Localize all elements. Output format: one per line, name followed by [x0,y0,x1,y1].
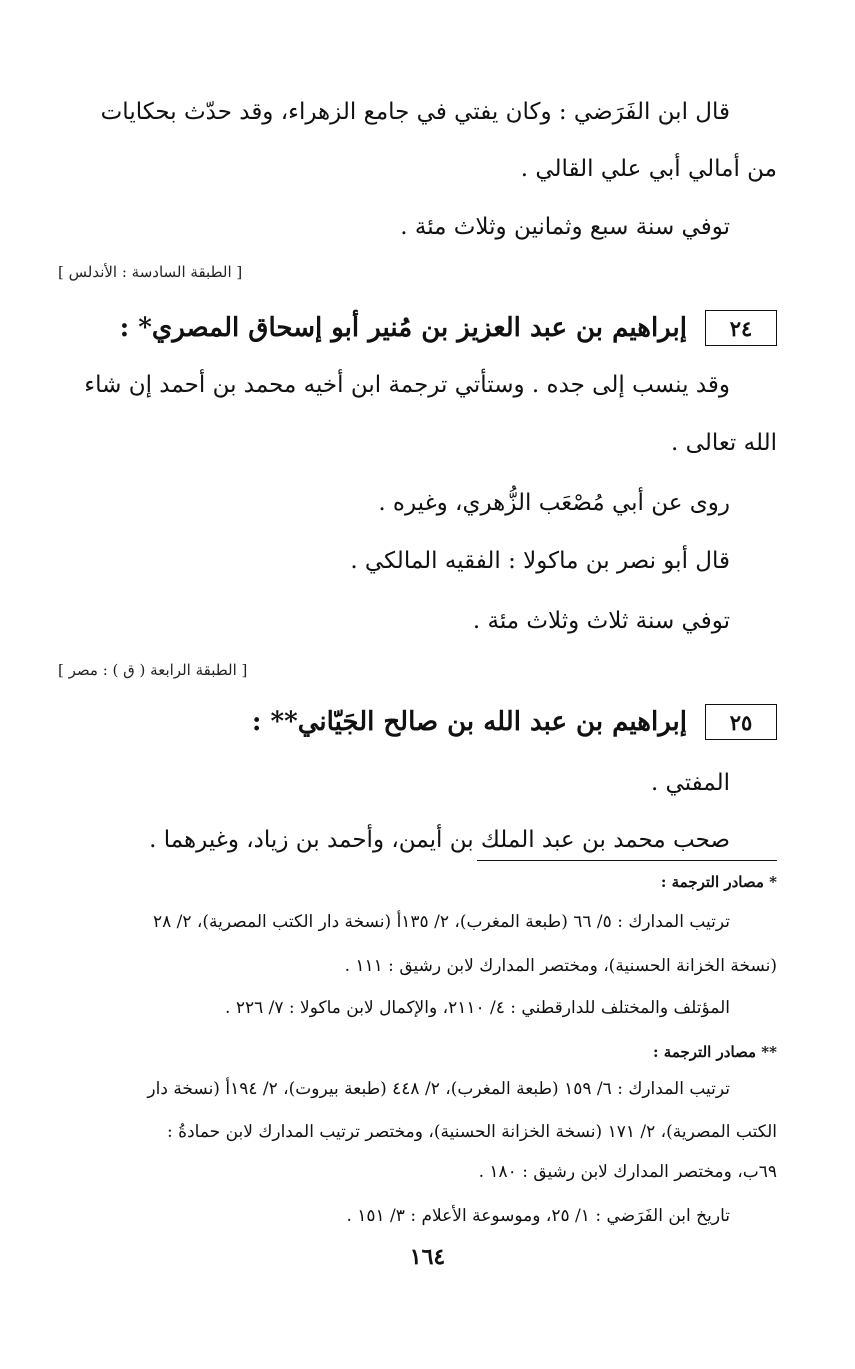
entry-header [78,308,777,352]
entry-title: إبراهيم بن عبد الله بن صالح الجَيّاني** : [251,707,687,737]
paragraph-line: وقد ينسب إلى جده . وستأتي ترجمة ابن أخيه محمد بن أحمد إن شاء [84,372,730,398]
footnote-line: ترتيب المدارك : ٦/ ١٥٩ (طبعة المغرب)، ٢/ ٤٤٨ (طبعة بيروت)، ٢/ ١٩٤أ (نسخة دار [147,1079,730,1099]
tabaqa-tag: [ الطبقة السادسة : الأندلس ] [58,263,243,281]
entry-title: إبراهيم بن عبد العزيز بن مُنير أبو إسحاق المصري* : [119,313,687,343]
paragraph-line: المفتي . [650,770,730,796]
paragraph-line: من أمالي أبي علي القالي . [520,156,777,182]
page-number: ١٦٤ [409,1244,446,1270]
footnote-line: تاريخ ابن الفَرَضي : ١/ ٢٥، وموسوعة الأعلام : ٣/ ١٥١ . [346,1206,730,1226]
paragraph-line: روى عن أبي مُصْعَب الزُّهري، وغيره . [378,490,730,516]
footnote-heading: ** مصادر الترجمة : [653,1043,777,1061]
entry-number-box: ٢٤ [705,310,777,346]
paragraph-line: قال ابن الفَرَضي : وكان يفتي في جامع الزهراء، وقد حدّث بحكايات [100,99,730,125]
footnote-line: (نسخة الخزانة الحسنية)، ومختصر المدارك لابن رشيق : ١١١ . [344,956,777,976]
footnote-line: ٦٩ب، ومختصر المدارك لابن رشيق : ١٨٠ . [478,1162,777,1182]
paragraph-line: توفي سنة ثلاث وثلاث مئة . [472,608,730,634]
entry-number-box: ٢٥ [705,704,777,740]
footnote-line: الكتب المصرية)، ٢/ ١٧١ (نسخة الخزانة الحسنية)، ومختصر ترتيب المدارك لابن حمادةُ : [167,1122,777,1142]
footnote-separator [477,860,777,861]
entry-header [78,702,777,746]
paragraph-line: قال أبو نصر بن ماكولا : الفقيه المالكي . [350,548,730,574]
footnote-heading: * مصادر الترجمة : [660,873,777,891]
paragraph-line: توفي سنة سبع وثمانين وثلاث مئة . [400,214,730,240]
paragraph-line: صحب محمد بن عبد الملك بن أيمن، وأحمد بن زياد، وغيرهما . [149,827,730,853]
tabaqa-tag: [ الطبقة الرابعة ( ق ) : مصر ] [58,661,248,679]
paragraph-line: الله تعالى . [671,430,777,456]
footnote-line: ترتيب المدارك : ٥/ ٦٦ (طبعة المغرب)، ٢/ ١٣٥أ (نسخة دار الكتب المصرية)، ٢/ ٢٨ [152,912,730,932]
footnote-line: المؤتلف والمختلف للدارقطني : ٤/ ٢١١٠، والإكمال لابن ماكولا : ٧/ ٢٢٦ . [225,998,730,1018]
